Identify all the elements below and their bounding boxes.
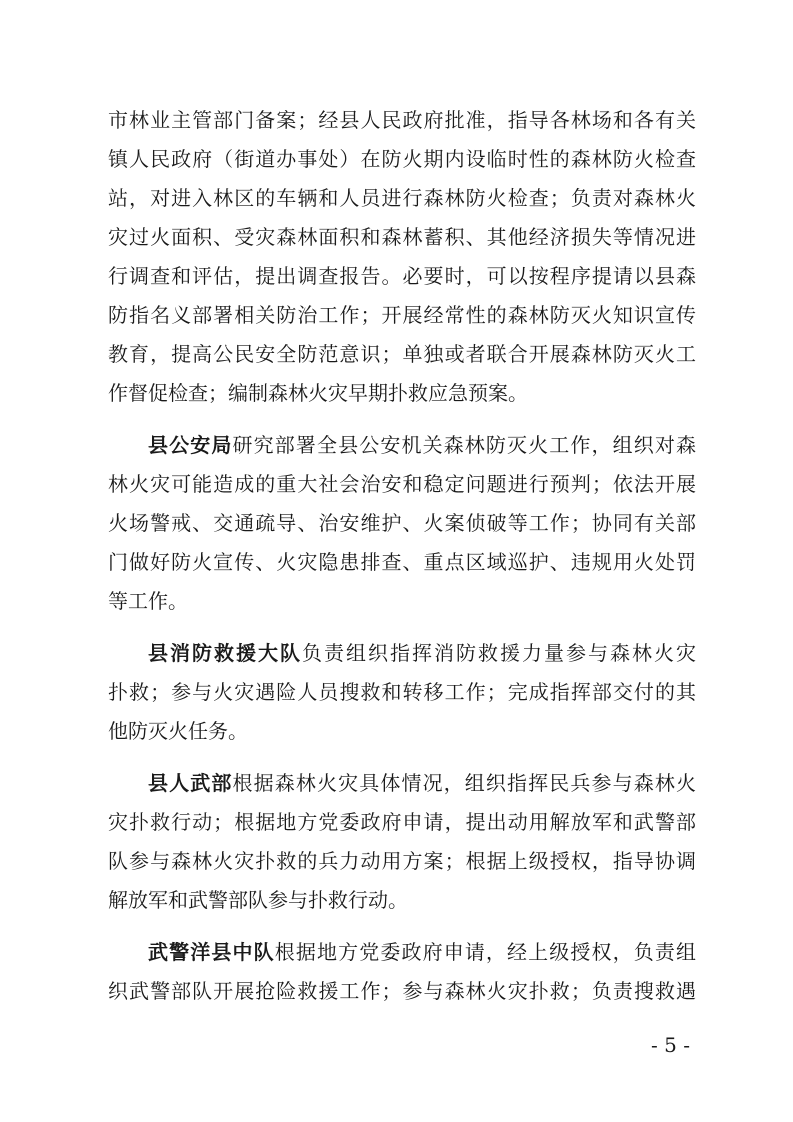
paragraph-text: 负责组织指挥消防救援力量参与森林火灾 <box>302 641 696 665</box>
text-line: 作督促检查；编制森林火灾早期扑救应急预案。 <box>108 381 528 405</box>
page-number: - 5 - <box>651 1033 690 1057</box>
paragraph-lead: 县消防救援大队 <box>148 641 302 665</box>
text-line <box>108 634 696 673</box>
paragraph-lead: 县公安局 <box>148 433 233 457</box>
text-line: 防指名义部署相关防治工作；开展经常性的森林防灭火知识宣传 <box>108 303 696 327</box>
text-line: 织武警部队开展抢险救援工作；参与森林火灾扑救；负责搜救遇 <box>108 979 696 1003</box>
text-line <box>108 764 696 803</box>
text-line: 林火灾可能造成的重大社会治安和稳定问题进行预判；依法开展 <box>108 472 696 496</box>
text-line: 等工作。 <box>108 589 188 613</box>
text-line: 行调查和评估，提出调查报告。必要时，可以按程序提请以县森 <box>108 264 696 288</box>
paragraph-armed-forces-department <box>108 764 696 920</box>
text-line: 灾过火面积、受灾森林面积和森林蓄积、其他经济损失等情况进 <box>108 225 696 249</box>
paragraph-armed-police-squadron <box>108 933 696 1011</box>
paragraph-fire-rescue-brigade <box>108 634 696 751</box>
text-line: 他防灭火任务。 <box>108 719 248 743</box>
text-line <box>108 933 696 972</box>
text-line: 门做好防火宣传、火灾隐患排查、重点区域巡护、违规用火处罚 <box>108 550 696 574</box>
document-body <box>108 101 696 1011</box>
text-line <box>108 426 696 465</box>
paragraph-lead: 县人武部 <box>148 771 233 795</box>
paragraph-forestry-bureau-continued <box>108 101 696 413</box>
text-line: 解放军和武警部队参与扑救行动。 <box>108 888 408 912</box>
text-line: 扑救；参与火灾遇险人员搜救和转移工作；完成指挥部交付的其 <box>108 680 696 704</box>
text-line: 灾扑救行动；根据地方党委政府申请，提出动用解放军和武警部 <box>108 810 696 834</box>
text-line: 市林业主管部门备案；经县人民政府批准，指导各林场和各有关 <box>108 108 696 132</box>
paragraph-lead: 武警洋县中队 <box>148 940 275 964</box>
paragraph-text: 研究部署全县公安机关森林防灭火工作，组织对森 <box>232 433 697 457</box>
text-line: 教育，提高公民安全防范意识；单独或者联合开展森林防灭火工 <box>108 342 696 366</box>
text-line: 镇人民政府（街道办事处）在防火期内设临时性的森林防火检查 <box>108 147 696 171</box>
paragraph-text: 根据森林火灾具体情况，组织指挥民兵参与森林火 <box>232 771 697 795</box>
paragraph-text: 根据地方党委政府申请，经上级授权，负责组 <box>274 940 697 964</box>
text-line: 火场警戒、交通疏导、治安维护、火案侦破等工作；协同有关部 <box>108 511 696 535</box>
text-line: 队参与森林火灾扑救的兵力动用方案；根据上级授权，指导协调 <box>108 849 696 873</box>
text-line: 站，对进入林区的车辆和人员进行森林防火检查；负责对森林火 <box>108 186 696 210</box>
paragraph-public-security-bureau <box>108 426 696 621</box>
